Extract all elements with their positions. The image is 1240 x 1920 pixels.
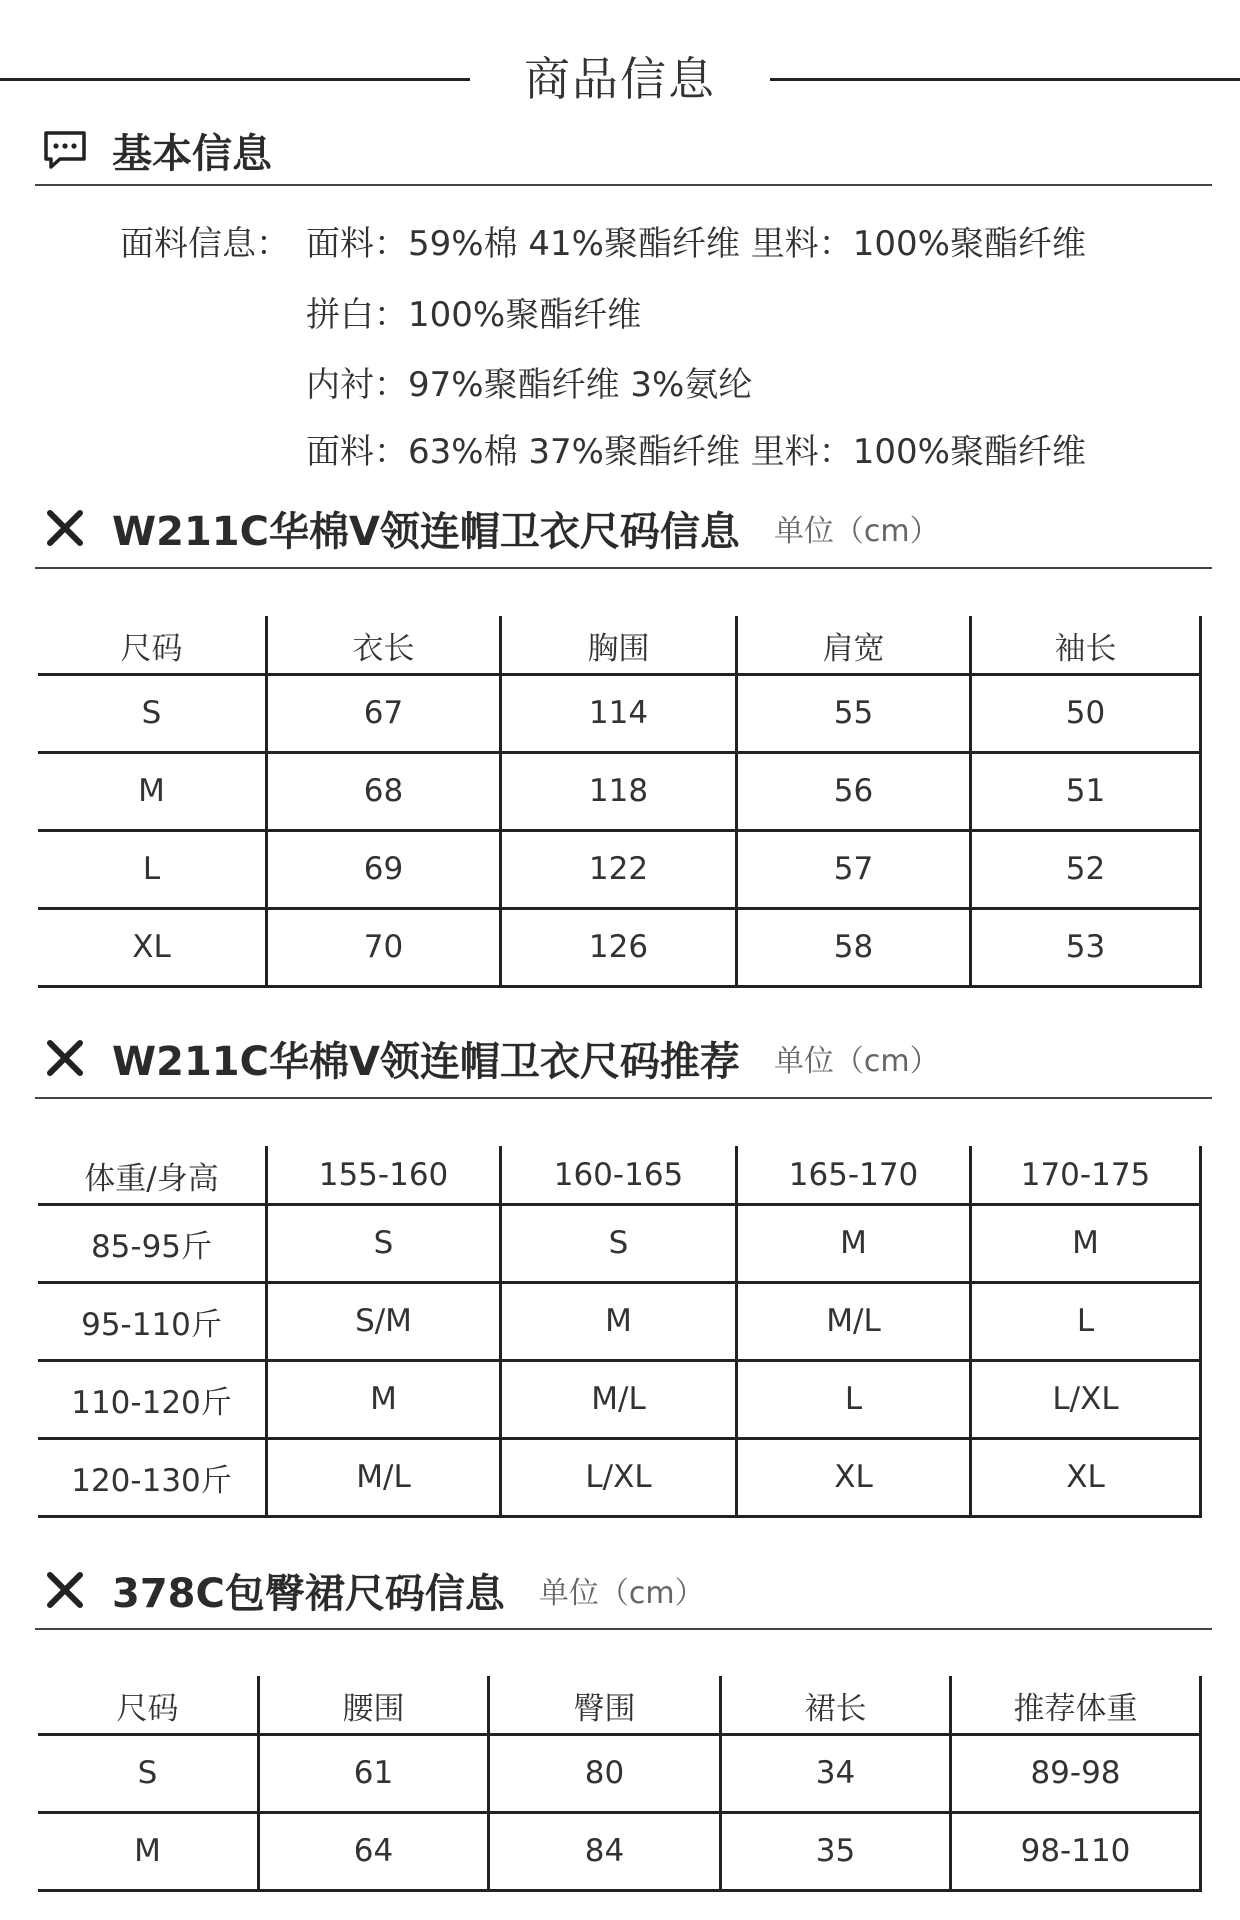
table-cell: S [38,674,268,752]
table-cell: M [38,1812,260,1890]
table-cell: XL [38,908,268,986]
table-header-cell: 推荐体重 [952,1676,1202,1734]
table-row [38,674,1202,752]
table-cell: 110-120斤 [38,1360,268,1438]
table-cell: 118 [502,752,738,830]
table-cell: 114 [502,674,738,752]
table-cell: L [738,1360,972,1438]
table-row [38,752,1202,830]
table-row-divider [38,985,1202,988]
table-row [38,1360,1202,1438]
table-cell: 55 [738,674,972,752]
table-row [38,908,1202,986]
table-cell: M/L [738,1282,972,1360]
size-rec-rule [35,1097,1212,1099]
page-title: 商品信息 [524,52,716,106]
basic-info-title: 基本信息 [112,130,272,177]
size-info-unit: 单位（cm） [773,514,940,549]
size-info-title: W211C华棉V领连帽卫衣尺码信息 [112,508,740,555]
table-header-cell: 裙长 [722,1676,952,1734]
table-cell: 34 [722,1734,952,1812]
header-rule-right [770,78,1240,81]
basic-info-heading [40,120,272,180]
table-cell: 58 [738,908,972,986]
close-x-icon [40,503,90,553]
table-cell: 98-110 [952,1812,1202,1890]
table-header-cell: 肩宽 [738,616,972,674]
table-cell: 50 [972,674,1202,752]
size-rec-unit: 单位（cm） [773,1044,940,1079]
skirt-info-title: 378C包臀裙尺码信息 [112,1570,505,1617]
table-cell: 85-95斤 [38,1204,268,1282]
table-cell: 61 [260,1734,490,1812]
chat-bubble-icon [40,125,90,175]
table-row [38,1438,1202,1516]
table-cell: XL [738,1438,972,1516]
skirt-info-rule [35,1628,1212,1630]
table-cell: L [972,1282,1202,1360]
table-cell: S [502,1204,738,1282]
table-cell: 126 [502,908,738,986]
basic-info-rule [35,184,1212,186]
table-cell: M [268,1360,502,1438]
table-cell: 67 [268,674,502,752]
skirt-info-table [38,1676,1202,1890]
table-row [38,1734,1202,1812]
fabric-line: 面料：59%棉 41%聚酯纤维 里料：100%聚酯纤维 [306,224,1086,264]
table-row [38,830,1202,908]
table-header-cell: 尺码 [38,616,268,674]
table-cell: M/L [502,1360,738,1438]
table-row-divider [38,1889,1202,1892]
table-cell: 89-98 [952,1734,1202,1812]
fabric-line: 拼白：100%聚酯纤维 [306,295,642,335]
table-header-cell: 160-165 [502,1146,738,1204]
table-header-cell: 袖长 [972,616,1202,674]
table-cell: 53 [972,908,1202,986]
fabric-info-label: 面料信息： [120,224,290,264]
table-cell: 35 [722,1812,952,1890]
fabric-line: 面料：63%棉 37%聚酯纤维 里料：100%聚酯纤维 [306,432,1086,472]
table-cell: S/M [268,1282,502,1360]
table-cell: 70 [268,908,502,986]
table-header-cell: 臀围 [490,1676,722,1734]
table-cell: 80 [490,1734,722,1812]
table-cell: M [502,1282,738,1360]
size-rec-title: W211C华棉V领连帽卫衣尺码推荐 [112,1038,740,1085]
table-header-cell: 胸围 [502,616,738,674]
table-row [38,1204,1202,1282]
table-header-cell: 170-175 [972,1146,1202,1204]
table-row-divider [38,1515,1202,1518]
size-rec-heading [40,1028,940,1088]
table-cell: L/XL [502,1438,738,1516]
table-cell: 64 [260,1812,490,1890]
table-header-cell: 衣长 [268,616,502,674]
table-cell: M/L [268,1438,502,1516]
table-cell: M [972,1204,1202,1282]
table-cell: 95-110斤 [38,1282,268,1360]
header-rule-left [0,78,470,81]
table-header-cell: 体重/身高 [38,1146,268,1204]
size-info-table [38,616,1202,986]
size-info-heading [40,498,940,558]
table-cell: 52 [972,830,1202,908]
table-header-cell: 腰围 [260,1676,490,1734]
table-cell: S [38,1734,260,1812]
table-cell: 122 [502,830,738,908]
table-row [38,1282,1202,1360]
table-cell: 69 [268,830,502,908]
table-header-cell: 尺码 [38,1676,260,1734]
table-header-row [38,616,1202,674]
table-cell: M [738,1204,972,1282]
table-header-cell: 155-160 [268,1146,502,1204]
table-header-cell: 165-170 [738,1146,972,1204]
table-cell: L [38,830,268,908]
fabric-line: 内衬：97%聚酯纤维 3%氨纶 [306,365,753,405]
skirt-info-heading [40,1560,705,1620]
table-cell: S [268,1204,502,1282]
table-cell: L/XL [972,1360,1202,1438]
close-x-icon [40,1033,90,1083]
table-cell: M [38,752,268,830]
close-x-icon [40,1565,90,1615]
skirt-info-unit: 单位（cm） [538,1576,705,1611]
table-header-row [38,1676,1202,1734]
table-cell: 51 [972,752,1202,830]
table-cell: 84 [490,1812,722,1890]
size-rec-table [38,1146,1202,1516]
table-cell: XL [972,1438,1202,1516]
table-cell: 120-130斤 [38,1438,268,1516]
table-header-row [38,1146,1202,1204]
table-row [38,1812,1202,1890]
table-cell: 68 [268,752,502,830]
size-info-rule [35,567,1212,569]
table-cell: 57 [738,830,972,908]
table-cell: 56 [738,752,972,830]
